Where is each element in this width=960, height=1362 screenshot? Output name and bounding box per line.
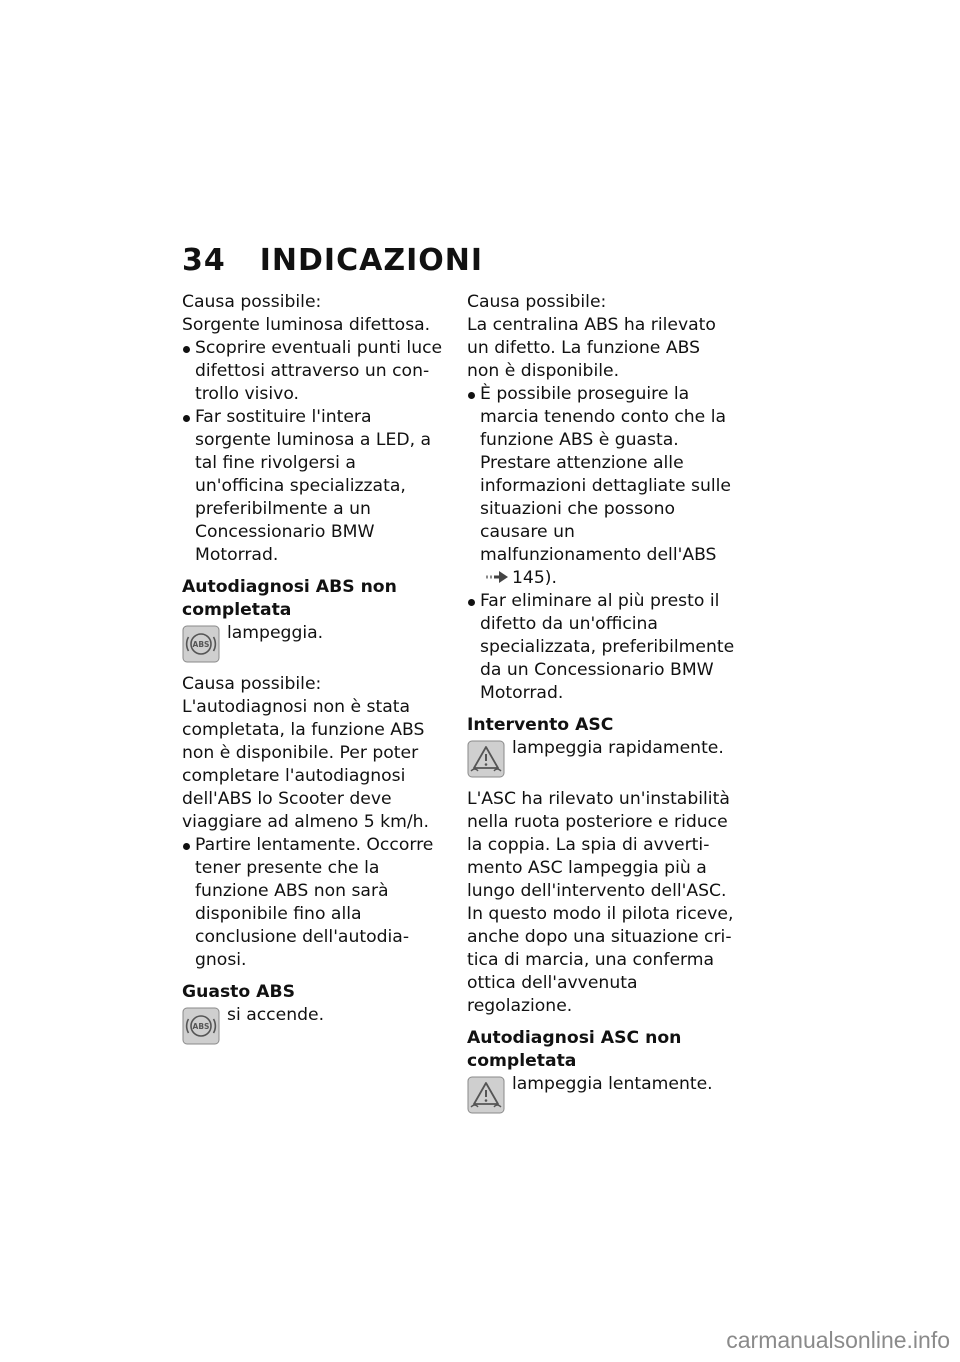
bullet-list — [467, 383, 735, 705]
right-column — [467, 291, 735, 1124]
page-number: 34 — [182, 243, 226, 278]
indicator-state-text: lampeggia rapidamente. — [512, 738, 724, 758]
cause-text: La centralina ABS ha rilevato un difetto. La funzione ABS non è disponibile. — [467, 315, 716, 381]
indicator-state-text: lampeggia. — [227, 623, 324, 643]
page-title: INDICAZIONI — [259, 243, 484, 278]
indicator-row — [182, 1004, 450, 1045]
svg-text:ABS: ABS — [192, 640, 210, 649]
abs-warning-icon — [182, 625, 220, 663]
section-heading-asc: Intervento ASC — [467, 715, 614, 735]
bullet-list — [182, 337, 450, 567]
cause-label: Causa possibile: — [182, 674, 322, 694]
indicator-row — [467, 737, 735, 778]
cause-label: Causa possibile: — [182, 292, 322, 312]
asc-description: L'ASC ha rilevato un'instabilità nella ruota posteriore e riduce la coppia. La spia di avvertimento ASC lampeggia più a lungo dell'intervento dell'ASC. In questo modo il pilota riceve, anche dopo una situazione critica di marcia, una conferma ottica dell'avvenuta regolazione. — [467, 789, 734, 1016]
section-heading-abs-selftest: Autodiagnosi ABS non completata — [182, 577, 397, 620]
left-column — [182, 291, 450, 1055]
page-header — [182, 243, 483, 278]
svg-text:ABS: ABS — [192, 1022, 210, 1031]
asc-warning-icon — [467, 740, 505, 778]
section-heading-abs-fault: Guasto ABS — [182, 982, 295, 1002]
cause-text: L'autodiagnosi non è stata completata, la funzione ABS non è disponibile. Per poter completare l'autodiagnosi dell'ABS lo Scooter deve viaggiare ad almeno 5 km/h. — [182, 697, 429, 832]
list-item: Partire lentamente. Occorre tener presente che la funzione ABS non sarà disponibile fino alla conclusione dell'autodiagnosi. — [182, 834, 450, 972]
abs-warning-icon — [182, 1007, 220, 1045]
indicator-row — [182, 622, 450, 663]
asc-warning-icon — [467, 1076, 505, 1114]
list-item: Scoprire eventuali punti luce difettosi attraverso un controllo visivo. — [182, 337, 450, 406]
list-item — [467, 383, 735, 590]
list-item-text: È possibile proseguire la marcia tenendo conto che la funzione ABS è guasta. Prestare attenzione alle informazioni dettagliate sulle situazioni che possono causare un malfunzionamento dell'ABS — [480, 384, 731, 565]
indicator-state-text: lampeggia lentamente. — [512, 1074, 713, 1094]
watermark: carmanualsonline.info — [726, 1327, 950, 1353]
cause-label: Causa possibile: — [467, 292, 607, 312]
page-reference[interactable]: 145). — [512, 568, 557, 588]
page-reference-arrow-icon[interactable] — [486, 571, 510, 583]
bullet-list — [182, 834, 450, 972]
indicator-state-text: si accende. — [227, 1005, 325, 1025]
section-heading-asc-selftest: Autodiagnosi ASC non completata — [467, 1028, 682, 1071]
cause-text: Sorgente luminosa difettosa. — [182, 315, 431, 335]
indicator-row — [467, 1073, 735, 1114]
list-item: Far eliminare al più presto il difetto da un'officina specializzata, preferibilmente da un Concessionario BMW Motorrad. — [467, 590, 735, 705]
list-item: Far sostituire l'intera sorgente luminosa a LED, a tal fine rivolgersi a un'officina specializzata, preferibilmente a un Concessionario BMW Motorrad. — [182, 406, 450, 567]
